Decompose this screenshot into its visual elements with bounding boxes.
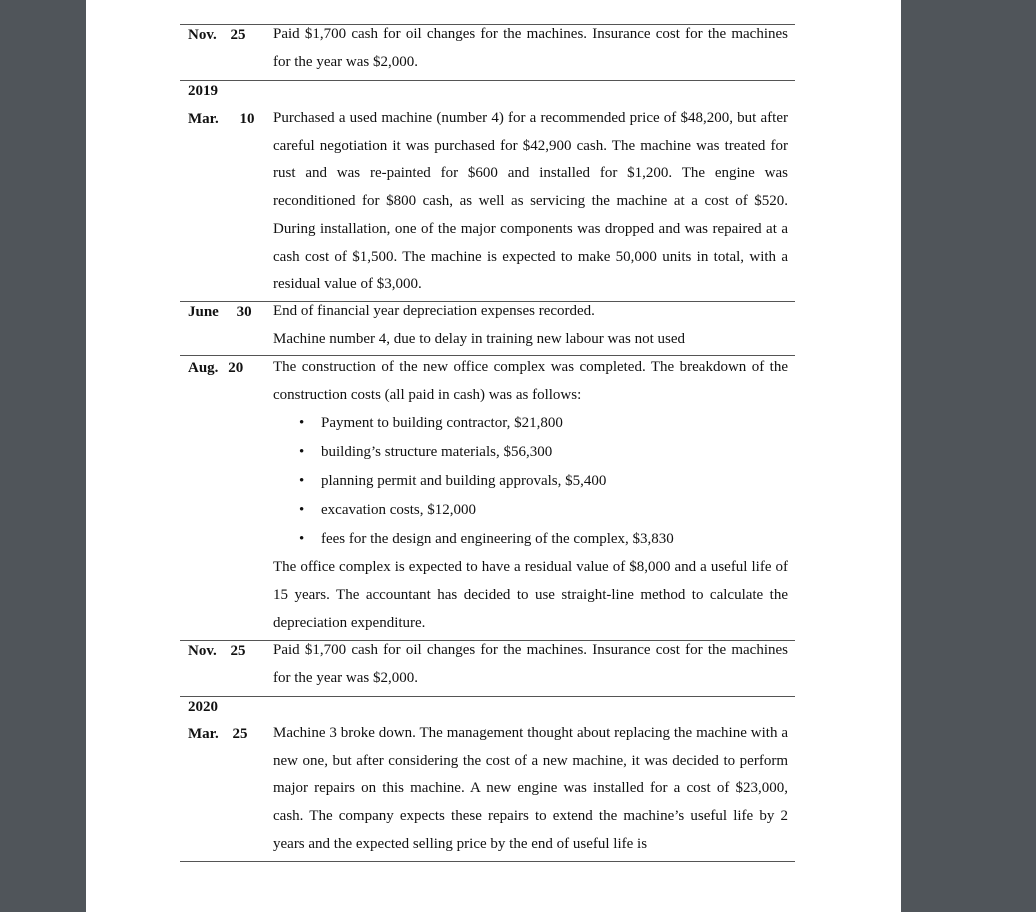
year-heading: 2020 — [188, 699, 218, 715]
year-heading: 2019 — [188, 83, 218, 99]
bullet-icon: • — [299, 473, 305, 490]
entry-text: Paid $1,700 cash for oil changes for the machines. Insurance cost for the machines for the year was $2,000. — [273, 642, 788, 686]
entry-day: 25 — [232, 726, 248, 742]
entry-description — [273, 354, 788, 638]
entry-date — [188, 105, 254, 133]
bullet-icon: • — [299, 415, 305, 432]
entry-description — [273, 637, 788, 692]
cost-list — [273, 409, 788, 554]
entry-day: 10 — [239, 111, 255, 127]
list-item: • building’s structure materials, $56,300 — [273, 438, 788, 467]
bullet-icon: • — [299, 444, 305, 461]
entry-month: Aug. — [188, 360, 219, 376]
entry-description — [273, 21, 788, 76]
list-item: • planning permit and building approvals, $5,400 — [273, 467, 788, 496]
entry-month: Nov. — [188, 643, 217, 659]
entry-description — [273, 720, 788, 859]
entry-month: Mar. — [188, 726, 219, 742]
entry-day: 25 — [230, 27, 246, 43]
entry-month: Mar. — [188, 111, 219, 127]
bullet-icon: • — [299, 531, 305, 548]
entry-description — [273, 298, 788, 353]
entry-text: The office complex is expected to have a residual value of $8,000 and a useful life of 15 years. The accountant has decided to use straight-line method to calculate the depreciation expenditure. — [273, 559, 788, 631]
row-divider — [180, 696, 795, 697]
list-item: • fees for the design and engineering of the complex, $3,830 — [273, 525, 788, 554]
entry-day: 20 — [228, 360, 244, 376]
entry-date — [188, 637, 246, 665]
entry-text: Machine 3 broke down. The management thought about replacing the machine with a new one, but after considering the cost of a new machine, it was decided to perform major repairs on this machine. A new engine was installed for a cost of $23,000, cash. The company expects these repairs to extend the machine’s useful life by 2 years and the expected selling price by the end of useful life is — [273, 725, 788, 852]
entry-description — [273, 105, 788, 299]
entry-text: Purchased a used machine (number 4) for a recommended price of $48,200, but after careful negotiation it was purchased for $42,900 cash. The machine was treated for rust and was re-painted for $600 and installed for $1,200. The engine was reconditioned for $800 cash, as well as servicing the machine at a cost of $520. During installation, one of the major components was dropped and was repaired at a cash cost of $1,500. The machine is expected to make 50,000 units in total, with a residual value of $3,000. — [273, 110, 788, 293]
entry-text: Paid $1,700 cash for oil changes for the machines. Insurance cost for the machines for the year was $2,000. — [273, 26, 788, 70]
entry-date — [188, 720, 247, 748]
entry-month: Nov. — [188, 27, 217, 43]
entry-text: Machine number 4, due to delay in training new labour was not used — [273, 330, 685, 347]
entry-month: June — [188, 304, 219, 320]
list-item: • excavation costs, $12,000 — [273, 496, 788, 525]
entry-date — [188, 21, 246, 49]
bullet-icon: • — [299, 502, 305, 519]
row-divider — [180, 861, 795, 862]
entry-date — [188, 354, 243, 382]
entry-text: The construction of the new office complex was completed. The breakdown of the construction costs (all paid in cash) was as follows: — [273, 359, 788, 403]
entry-text: End of financial year depreciation expenses recorded. — [273, 303, 595, 319]
entry-day: 30 — [236, 304, 252, 320]
entry-day: 25 — [230, 643, 246, 659]
entry-date — [188, 298, 252, 326]
row-divider — [180, 80, 795, 81]
list-item: • Payment to building contractor, $21,800 — [273, 409, 788, 438]
